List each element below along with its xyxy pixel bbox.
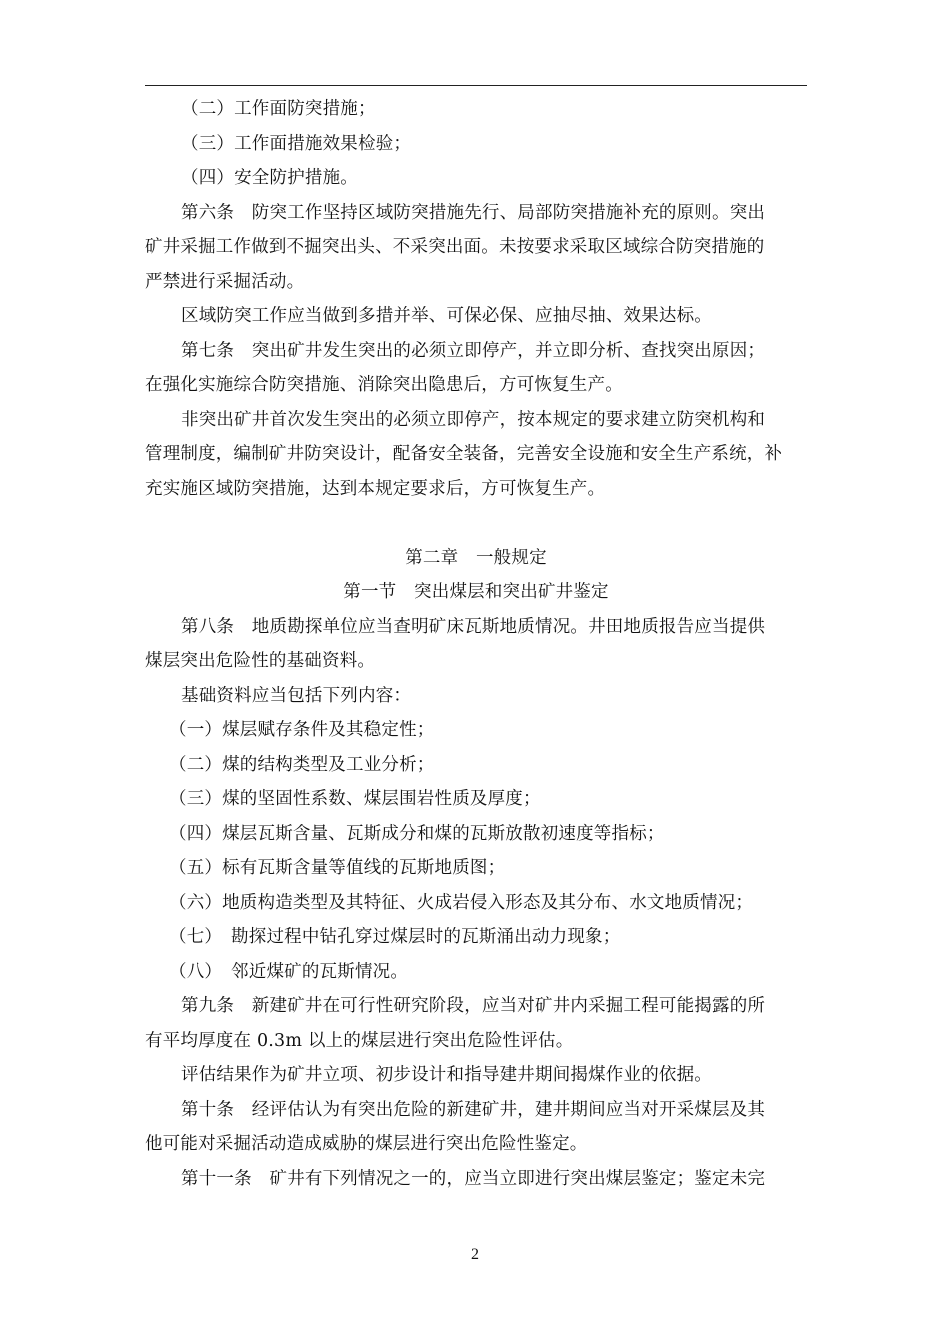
text-line: （一）煤层赋存条件及其稳定性；	[169, 720, 435, 740]
text-line: 第六条 防突工作坚持区域防突措施先行、局部防突措施补充的原则。突出	[181, 202, 766, 223]
text-line: 有平均厚度在 0.3m 以上的煤层进行突出危险性评估。	[145, 1030, 574, 1051]
text-line: （三）工作面措施效果检验；	[181, 133, 412, 154]
text-line: （八） 邻近煤矿的瓦斯情况。	[169, 961, 409, 982]
text-line: 第十条 经评估认为有突出危险的新建矿井，建井期间应当对开采煤层及其	[181, 1099, 766, 1120]
header-rule	[145, 85, 807, 86]
text-line: 非突出矿井首次发生突出的必须立即停产，按本规定的要求建立防突机构和	[181, 409, 766, 430]
text-line: （四）安全防护措施。	[181, 168, 358, 188]
text-line: 评估结果作为矿井立项、初步设计和指导建井期间揭煤作业的依据。	[181, 1065, 712, 1085]
text-line: 严禁进行采掘活动。	[145, 271, 305, 292]
text-line: 矿井采掘工作做到不掘突出头、不采突出面。未按要求采取区域综合防突措施的	[145, 237, 765, 257]
text-line: 充实施区域防突措施，达到本规定要求后，方可恢复生产。	[145, 478, 606, 499]
blank-line	[145, 506, 807, 541]
text-line: （二）煤的结构类型及工业分析；	[169, 754, 435, 775]
text-line: （五）标有瓦斯含量等值线的瓦斯地质图；	[169, 858, 506, 878]
text-line: （二）工作面防突措施；	[181, 99, 376, 119]
text-line: （四）煤层瓦斯含量、瓦斯成分和煤的瓦斯放散初速度等指标；	[169, 823, 665, 844]
text-line: 第十一条 矿井有下列情况之一的，应当立即进行突出煤层鉴定；鉴定未完	[181, 1168, 766, 1189]
text-line: 管理制度，编制矿井防突设计，配备安全装备，完善安全设施和安全生产系统，补	[145, 444, 783, 464]
text-line: （七） 勘探过程中钻孔穿过煤层时的瓦斯涌出动力现象；	[169, 927, 621, 947]
text-line: 他可能对采掘活动造成威胁的煤层进行突出危险性鉴定。	[145, 1134, 588, 1154]
text-line: 第七条 突出矿井发生突出的必须立即停产，并立即分析、查找突出原因；	[181, 340, 766, 361]
section-heading: 第二章 一般规定	[405, 547, 547, 568]
document-body	[145, 92, 807, 1196]
text-line: （六）地质构造类型及其特征、火成岩侵入形态及其分布、水文地质情况；	[169, 892, 754, 913]
text-line: 在强化实施综合防突措施、消除突出隐患后，方可恢复生产。	[145, 375, 623, 395]
section-heading: 第一节 突出煤层和突出矿井鉴定	[343, 582, 609, 602]
text-line: 第九条 新建矿井在可行性研究阶段，应当对矿井内采掘工程可能揭露的所	[181, 996, 766, 1016]
text-line: 第八条 地质勘探单位应当查明矿床瓦斯地质情况。井田地质报告应当提供	[181, 616, 766, 637]
page-number: 2	[471, 1246, 479, 1263]
text-line: 煤层突出危险性的基础资料。	[145, 651, 376, 671]
text-line: 区域防突工作应当做到多措并举、可保必保、应抽尽抽、效果达标。	[181, 306, 712, 326]
text-line: 基础资料应当包括下列内容：	[181, 685, 412, 706]
text-line: （三）煤的坚固性系数、煤层围岩性质及厚度；	[169, 789, 541, 809]
